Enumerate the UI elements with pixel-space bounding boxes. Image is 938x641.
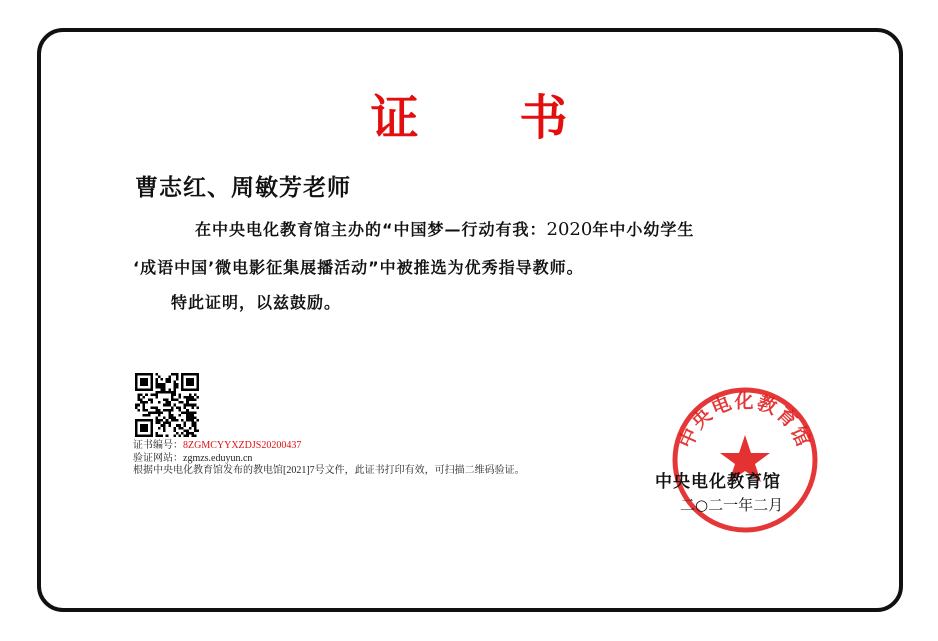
body-line-1-year: 2020: [546, 219, 593, 240]
certificate-code-label: 证书编号：: [133, 440, 183, 451]
verification-note: 根据中央电化教育馆发布的教电馆[2021]7号文件，此证书打印有效，可扫描二维码验证。: [133, 465, 525, 476]
body-line-1-suffix: 年中小幼学生: [592, 220, 695, 239]
issuer-name: 中央电化教育馆: [655, 472, 781, 492]
verification-site: [133, 453, 252, 465]
qr-code[interactable]: [135, 373, 199, 437]
body-line-3: 特此证明，以兹鼓励。: [171, 293, 342, 312]
certificate-code-value: 8ZGMCYYXZDJS20200437: [183, 440, 302, 451]
certificate-code: [133, 440, 301, 452]
seal-text: 中央电化教育馆: [675, 390, 815, 452]
body-line-2: ‘成语中国’微电影征集展播活动”中被推选为优秀指导教师。: [133, 258, 584, 277]
issue-date: 二○二一年二月: [680, 496, 784, 514]
verification-site-label: 验证网站：: [133, 453, 183, 464]
body-line-1: [195, 217, 694, 240]
recipient-name: 曹志红、周敏芳老师: [135, 175, 351, 201]
verification-site-link[interactable]: zgmzs.eduyun.cn: [183, 453, 253, 464]
body-line-1-prefix: 在中央电化教育馆主办的“中国梦—行动有我：: [195, 220, 547, 239]
certificate-title: 证 书: [370, 90, 610, 146]
